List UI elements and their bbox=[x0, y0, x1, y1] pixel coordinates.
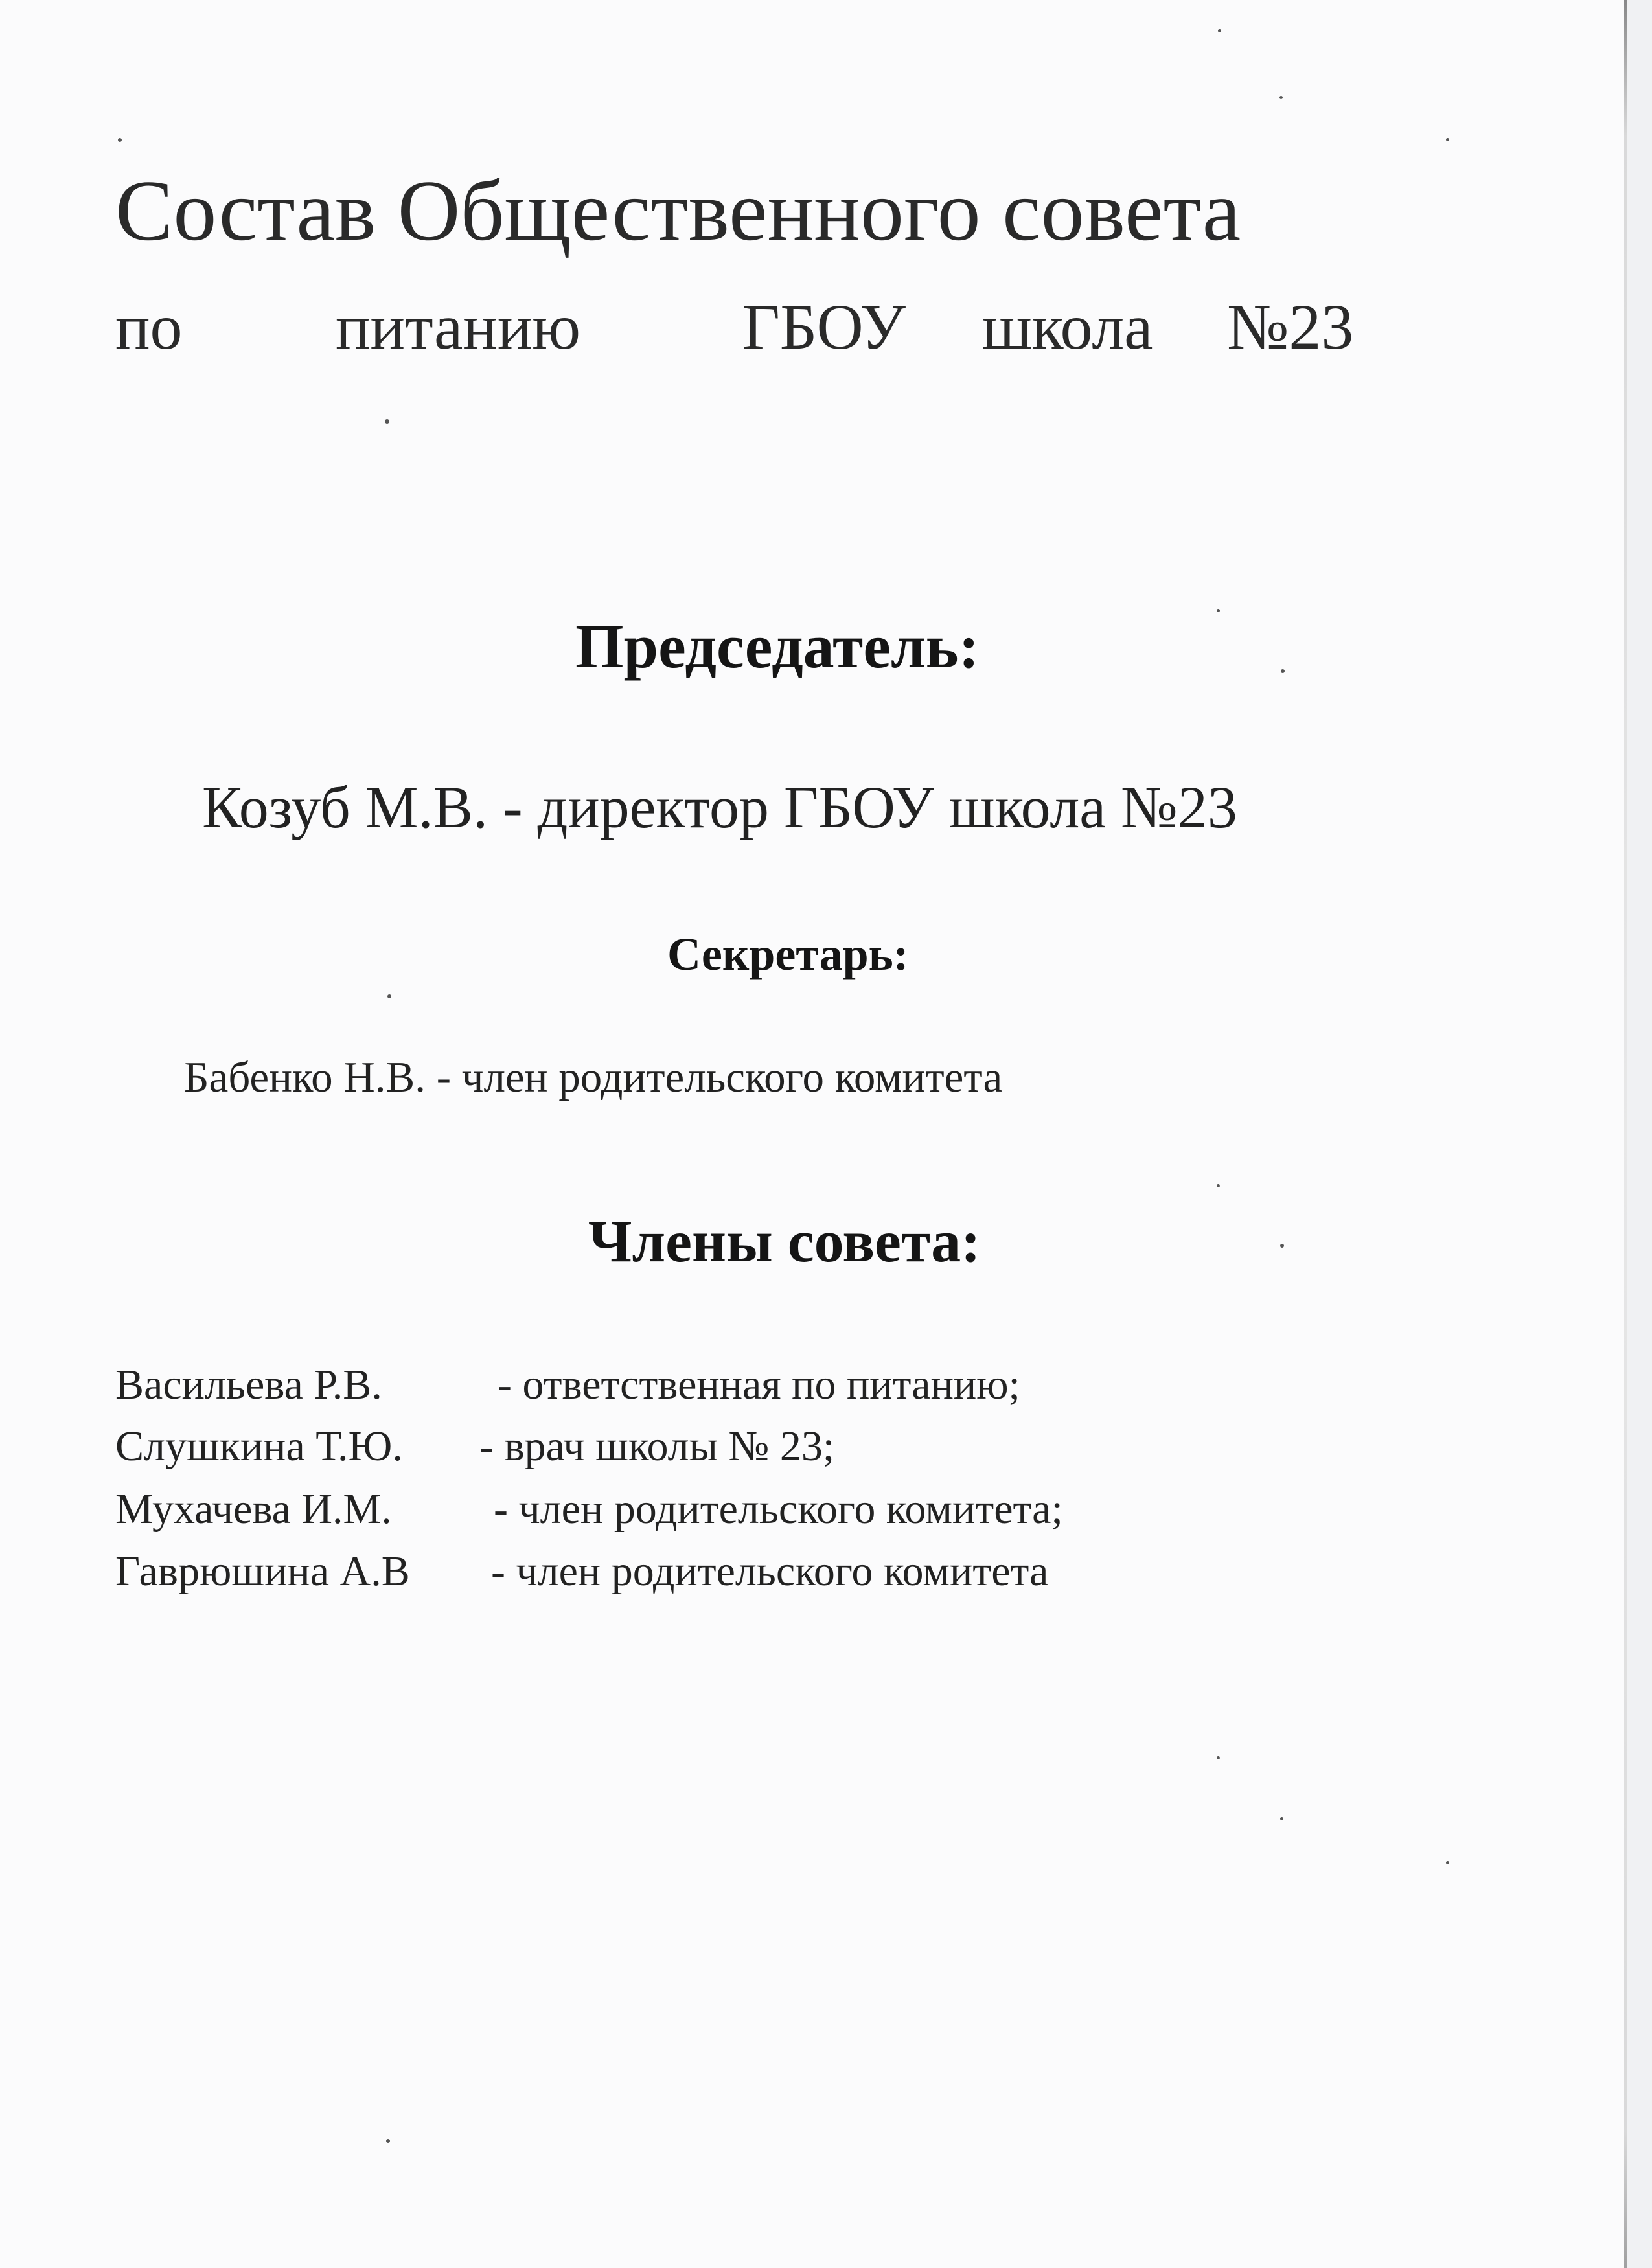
member-role: - член родительского комитета bbox=[491, 1548, 1049, 1595]
subtitle-word: ГБОУ bbox=[742, 291, 906, 363]
member-name: Гаврюшина А.В bbox=[115, 1548, 410, 1595]
scan-speck bbox=[1446, 138, 1449, 141]
scan-edge bbox=[1624, 0, 1627, 2268]
chairman-person: Козуб М.В. - директор ГБОУ школа №23 bbox=[202, 774, 1237, 840]
scan-margin bbox=[1627, 0, 1652, 2268]
scan-speck bbox=[1217, 1756, 1220, 1759]
member-role: - врач школы № 23; bbox=[479, 1423, 835, 1470]
subtitle-word: №23 bbox=[1227, 291, 1354, 363]
scan-speck bbox=[1279, 96, 1283, 99]
member-role: - ответственная по питанию; bbox=[498, 1361, 1020, 1408]
page-title: Состав Общественного совета bbox=[115, 163, 1241, 258]
member-row bbox=[115, 1485, 1063, 1533]
chairman-heading: Председатель: bbox=[575, 612, 980, 681]
members-heading: Члены совета: bbox=[588, 1208, 981, 1274]
scan-speck bbox=[387, 994, 391, 998]
scan-speck bbox=[385, 419, 389, 424]
member-name: Васильева Р.В. bbox=[115, 1361, 382, 1408]
member-name: Мухачева И.М. bbox=[115, 1485, 392, 1533]
subtitle-word: питанию bbox=[336, 291, 581, 363]
member-row bbox=[115, 1425, 834, 1468]
secretary-heading: Секретарь: bbox=[667, 928, 909, 980]
scan-speck bbox=[1446, 1861, 1449, 1864]
scan-speck bbox=[1218, 29, 1221, 32]
scan-speck bbox=[1217, 1184, 1220, 1187]
scan-speck bbox=[1280, 1244, 1284, 1248]
secretary-person: Бабенко Н.В. - член родительского комитета bbox=[184, 1053, 1003, 1101]
subtitle-word: школа bbox=[982, 291, 1153, 363]
scan-speck bbox=[1280, 1817, 1283, 1820]
member-row bbox=[115, 1550, 1048, 1593]
scan-speck bbox=[1217, 609, 1220, 612]
scan-speck bbox=[386, 2139, 390, 2143]
member-role: - член родительского комитета; bbox=[494, 1485, 1063, 1533]
scan-speck bbox=[1281, 669, 1285, 673]
scan-speck bbox=[118, 138, 122, 142]
member-name: Слушкина Т.Ю. bbox=[115, 1423, 403, 1470]
subtitle-word: по bbox=[115, 291, 183, 363]
member-row bbox=[115, 1361, 1020, 1408]
